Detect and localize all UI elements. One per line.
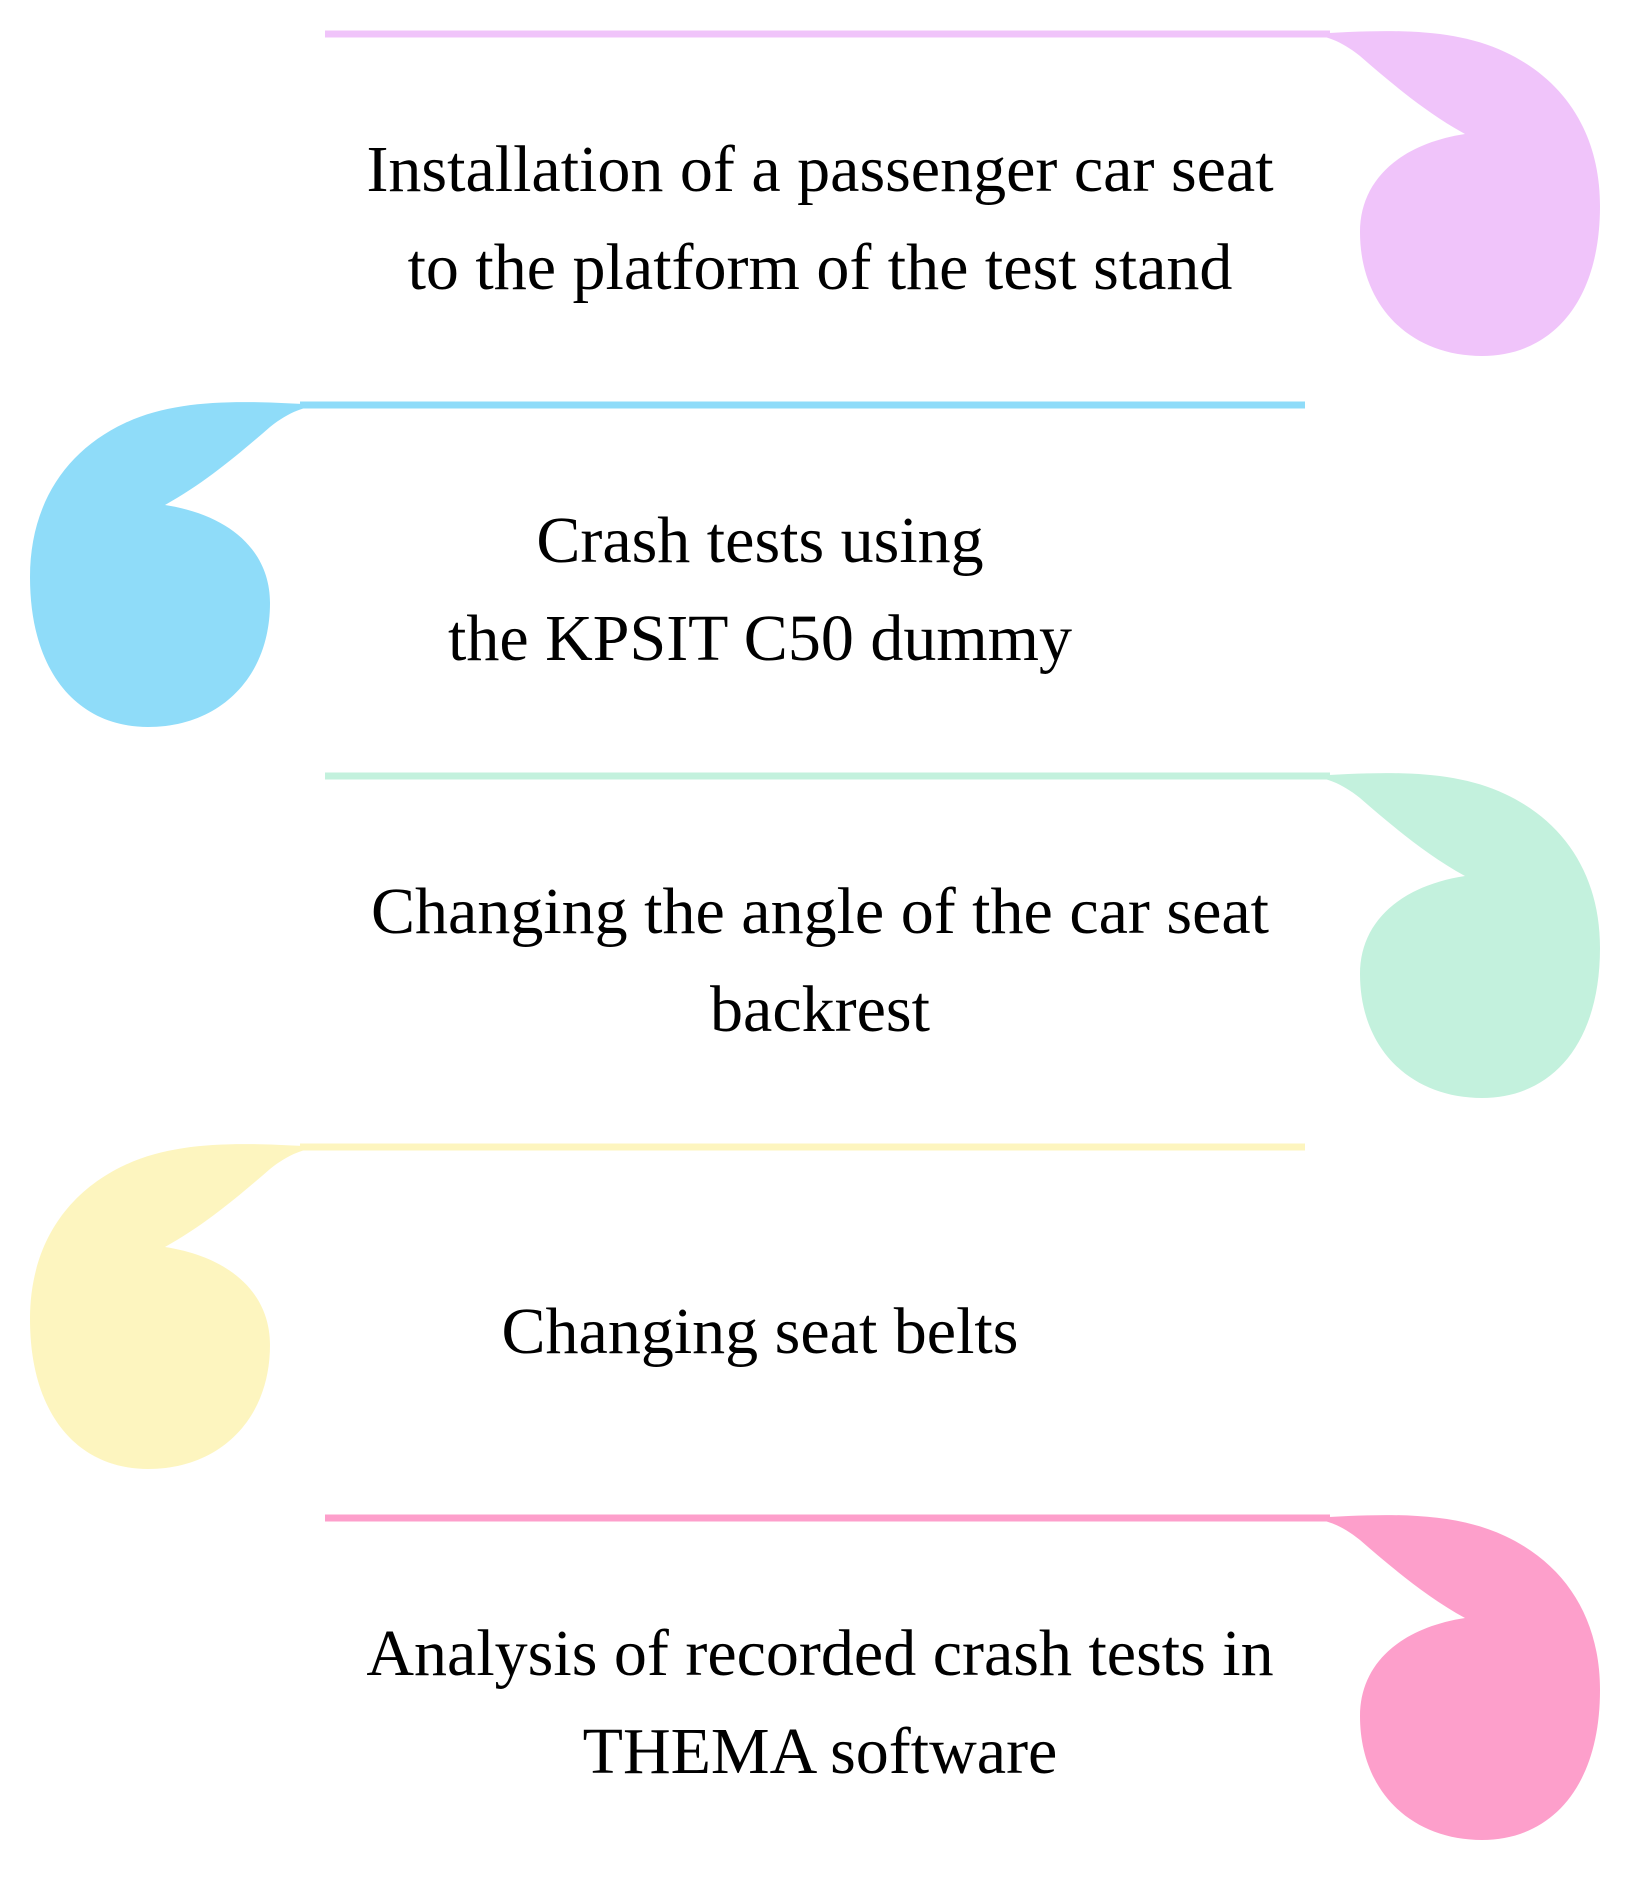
- step-label-line: Installation of a passenger car seat: [366, 133, 1274, 206]
- step-label-line: Crash tests using: [536, 504, 984, 577]
- step-label-line: Changing the angle of the car seat: [371, 875, 1269, 948]
- step-label-line: THEMA software: [582, 1715, 1058, 1788]
- step-label: [210, 492, 1310, 688]
- step-label-line: backrest: [710, 973, 930, 1046]
- step-label-line: the KPSIT C50 dummy: [447, 602, 1072, 675]
- step-label: [270, 863, 1370, 1059]
- step-label: [210, 1283, 1310, 1381]
- step-label: [270, 121, 1370, 317]
- step-label: [270, 1605, 1370, 1801]
- step-label-line: Changing seat belts: [501, 1295, 1019, 1368]
- step-label-line: Analysis of recorded crash tests in: [366, 1617, 1274, 1690]
- step-label-line: to the platform of the test stand: [407, 231, 1233, 304]
